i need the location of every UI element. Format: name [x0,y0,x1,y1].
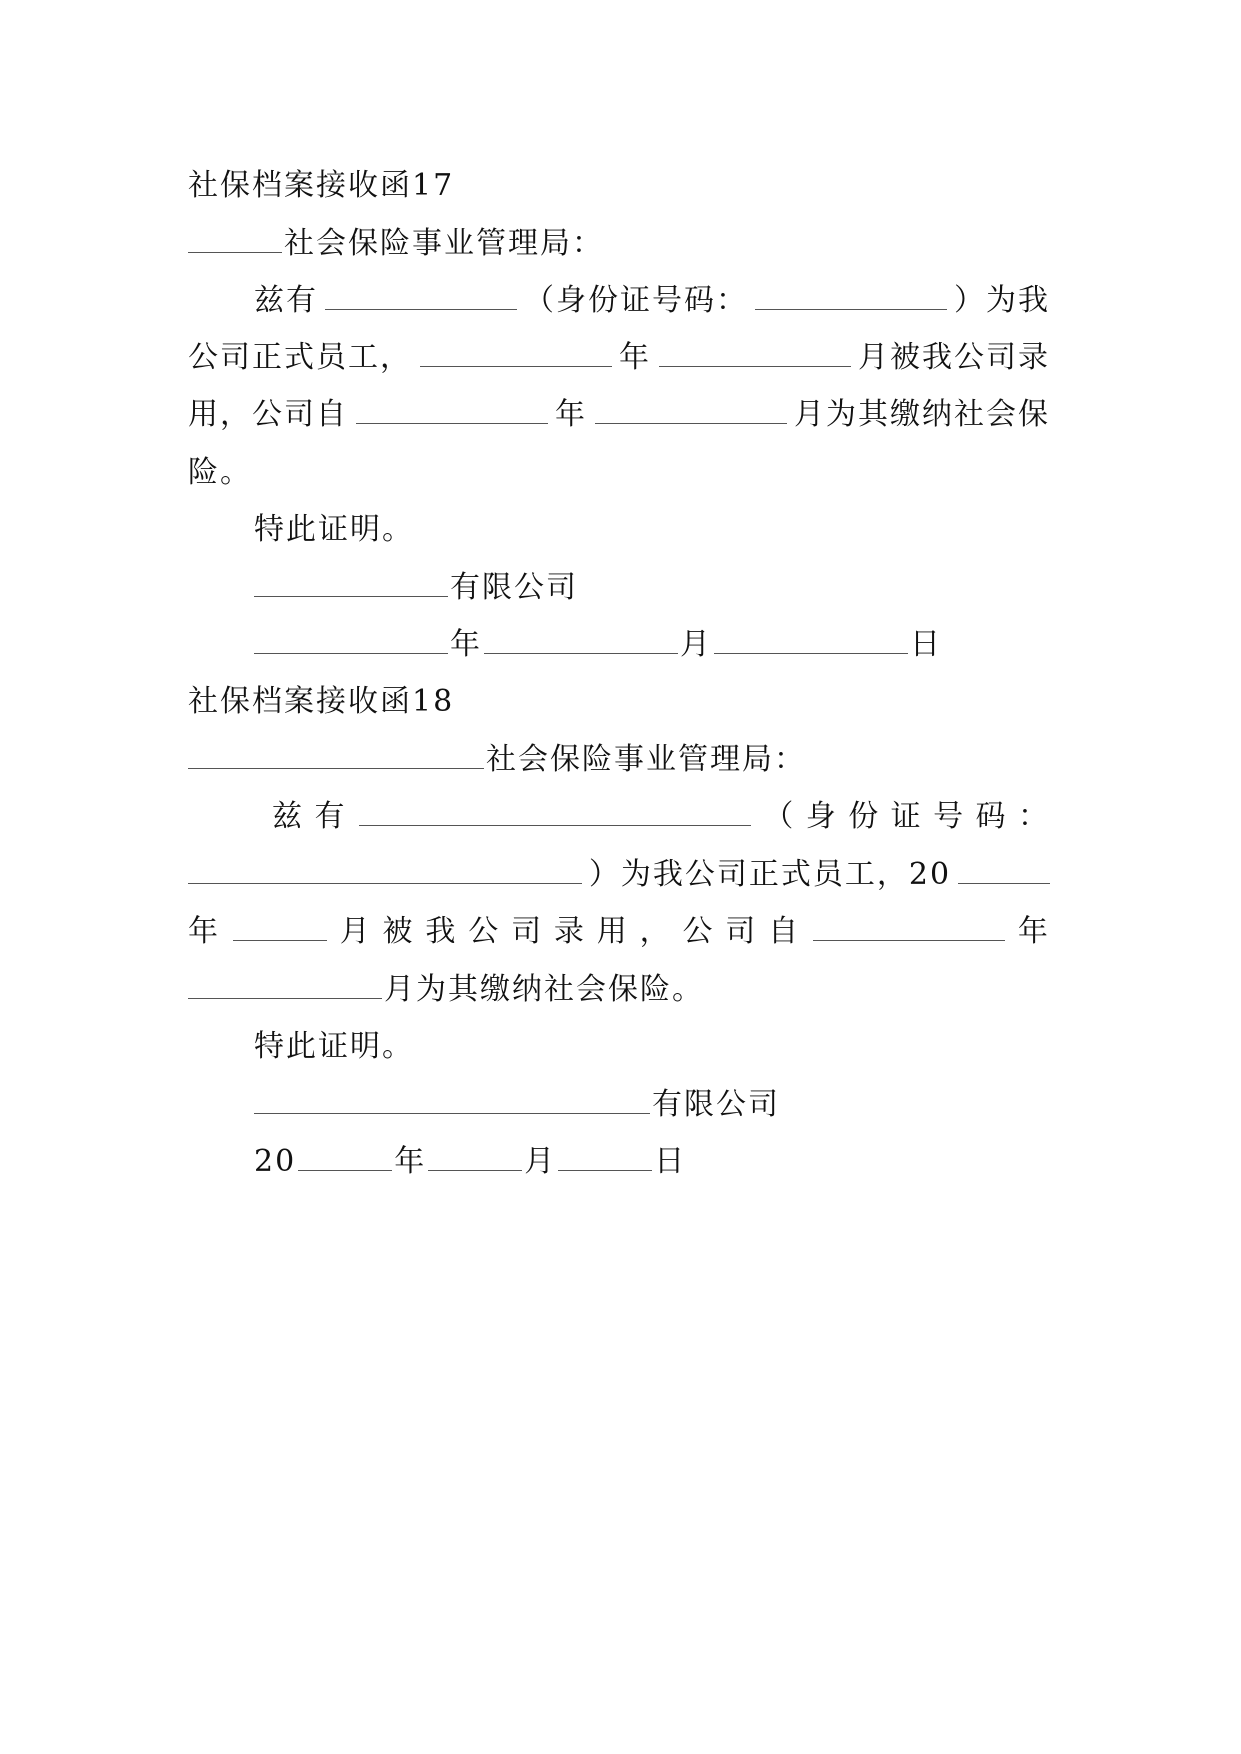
date-day-label: 日 [910,627,942,662]
agency-name-blank [188,248,282,253]
text-span: 用，公司自 [188,397,348,432]
id-number-blank [755,305,947,310]
text-span: ）为我公司正式员工，20 [588,857,952,892]
text-span: 年 [555,397,587,432]
letter-18-para-line-2 [188,845,1050,905]
agency-name-blank [188,764,484,769]
hire-month-blank [659,362,851,367]
letter-17-company [254,558,1050,618]
date-day-label: 日 [654,1144,687,1179]
letter-18-date [254,1132,1050,1192]
text-span: 月 [339,914,372,949]
hire-year-blank [420,362,612,367]
text-span: 司 [725,914,758,949]
date-month-label: 月 [680,627,712,662]
letter-17-addressee [188,214,1050,274]
text-span: （身份证号码： [524,283,748,318]
text-span: （ [763,799,796,834]
text-span: 用 [596,914,629,949]
text-span: 公司正式员工， [188,340,412,375]
insurance-month-blank [595,419,787,424]
date-year-blank [298,1166,392,1171]
company-name-blank [254,1109,650,1114]
date-day-blank [558,1166,652,1171]
letter-18-addressee [188,730,1050,790]
letter-17-para-line-2 [188,328,1050,388]
text-span: 兹 [272,799,304,834]
text-span: 码 [975,799,1008,834]
text-span: 年 [619,340,651,375]
date-month-blank [484,649,678,654]
proof-text: 特此证明。 [254,512,414,547]
letter-17-para-line-1 [254,271,1050,331]
company-name-blank [254,592,448,597]
company-suffix: 有限公司 [652,1087,780,1122]
text-span: 号 [933,799,966,834]
text-span: 兹有 [254,283,318,318]
employee-name-blank [325,305,517,310]
date-year-label: 年 [394,1144,427,1179]
letter-18-para-line-1 [272,787,1050,847]
addressee-text: 社会保险事业管理局： [486,742,806,777]
date-year-blank [254,649,448,654]
hire-year-blank [958,879,1050,884]
text-span: 份 [848,799,881,834]
letter-18-para-line-3 [188,902,1050,962]
text-span: 公 [682,914,715,949]
letter-18-company [254,1075,1050,1135]
text-span: 我 [425,914,458,949]
insurance-month-blank [188,994,382,999]
text-span: 公 [468,914,501,949]
text-span: 月被我公司录 [858,340,1050,375]
text-span: 月为其缴纳社会保 [794,397,1050,432]
proof-text: 特此证明。 [254,1029,414,1064]
text-span: 自 [768,914,801,949]
letter-17-date [254,615,1050,675]
insurance-year-blank [813,936,1005,941]
text-span: ）为我 [954,283,1050,318]
hire-month-blank [233,936,327,941]
letter-17-proof [254,500,1050,560]
company-suffix: 有限公司 [450,570,578,605]
text-span: ： [1017,799,1050,834]
letter-17-para-line-4 [188,443,1050,503]
addressee-text: 社会保险事业管理局： [284,226,604,261]
insurance-year-blank [356,419,548,424]
letter-17-title [188,156,1050,216]
date-prefix: 20 [254,1144,297,1179]
text-span: 录 [553,914,586,949]
date-day-blank [714,649,908,654]
letter-18-title [188,672,1050,732]
text-span: 年 [188,914,220,949]
text-span: 有 [314,799,347,834]
letter-17-para-line-3 [188,385,1050,445]
text-span: 证 [890,799,923,834]
employee-name-blank [359,821,751,826]
text-span: 被 [382,914,415,949]
text-span: ， [639,914,672,949]
text-span: 身 [805,799,838,834]
text-span: 险。 [188,455,252,490]
date-year-label: 年 [450,627,482,662]
letter-18-title-text: 社保档案接收函18 [188,684,455,719]
id-number-blank [188,879,582,884]
text-span: 年 [1017,914,1050,949]
date-month-label: 月 [524,1144,557,1179]
letter-17-title-text: 社保档案接收函17 [188,168,455,203]
date-month-blank [428,1166,522,1171]
letter-18-para-line-4 [188,960,1050,1020]
text-span: 司 [511,914,544,949]
letter-18-proof [254,1017,1050,1077]
text-span: 月为其缴纳社会保险。 [384,972,704,1007]
